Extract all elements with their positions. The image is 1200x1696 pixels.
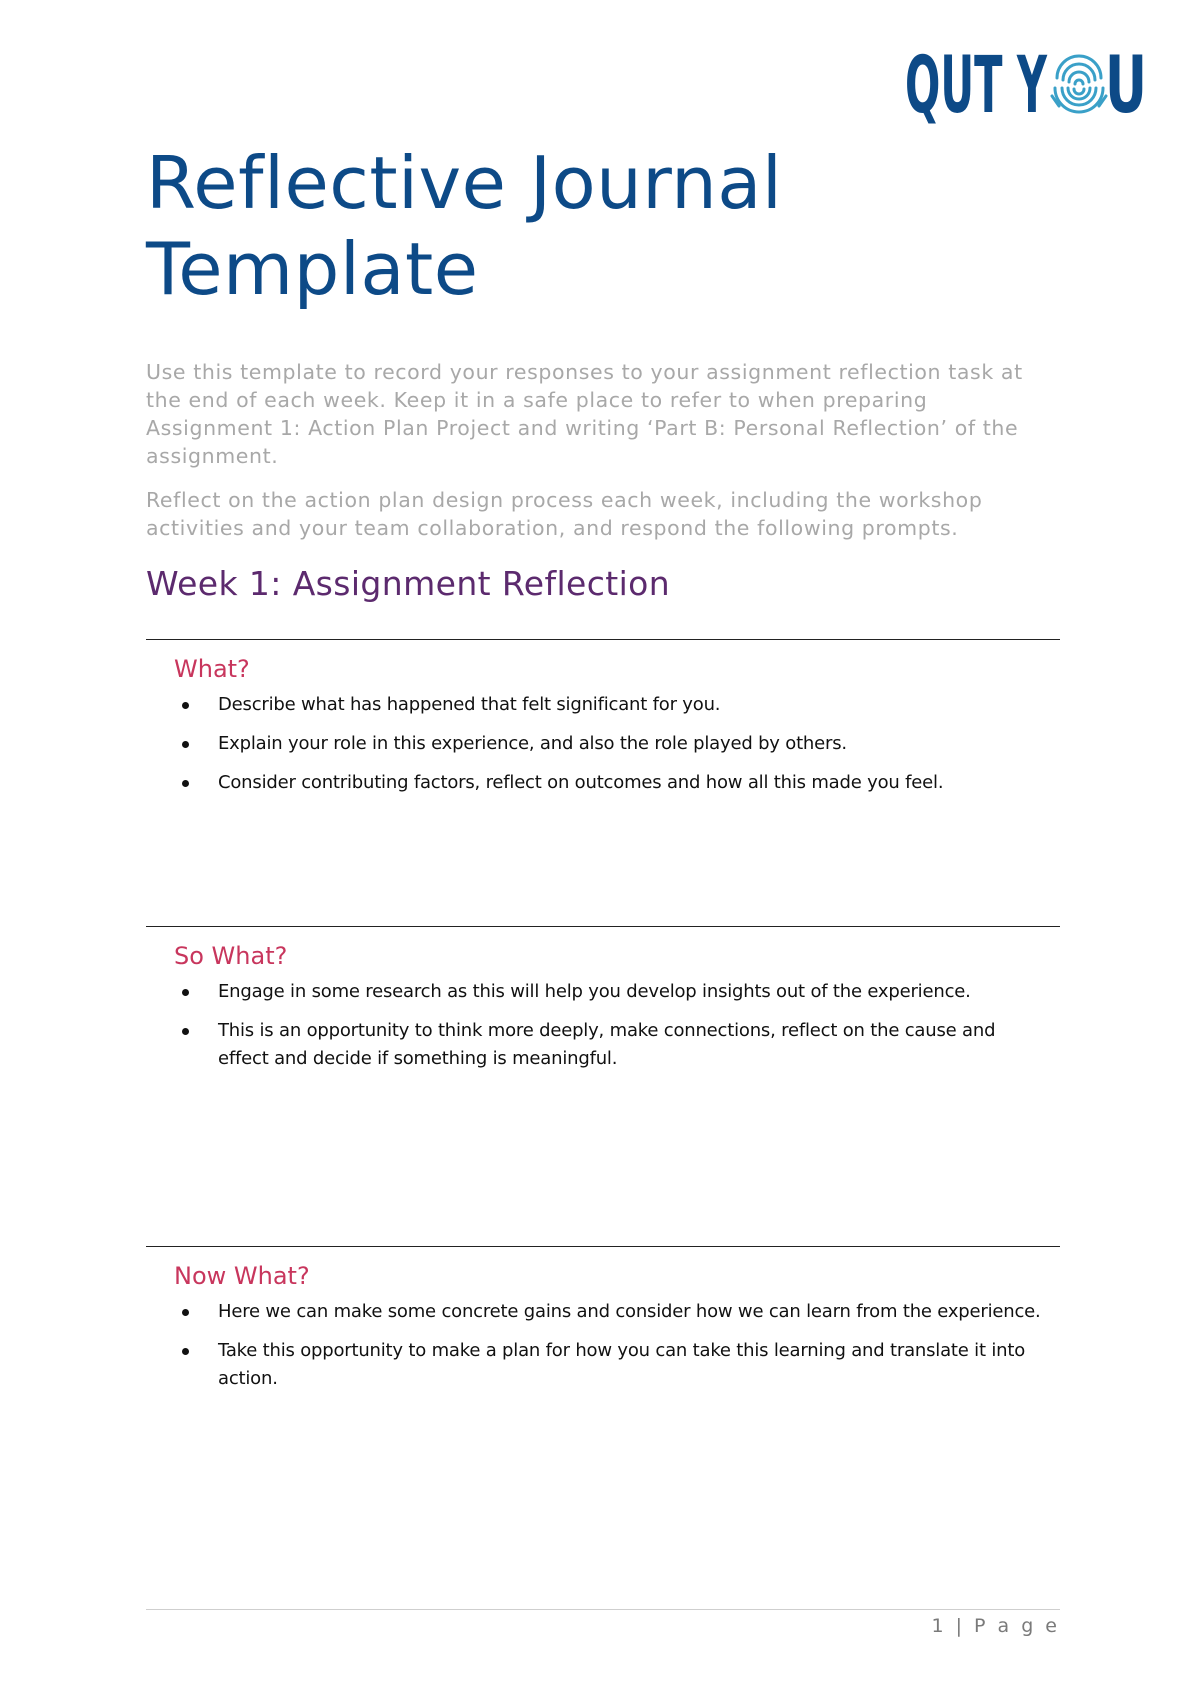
list-item xyxy=(174,978,1074,1006)
section-what xyxy=(174,653,1074,808)
page-number: 1 | P a g e xyxy=(931,1615,1060,1637)
list-item xyxy=(174,1337,1048,1393)
logo-text-right: U xyxy=(1105,46,1147,124)
bullet-icon xyxy=(182,1309,189,1316)
list-item-text: Describe what has happened that felt significant for you. xyxy=(218,694,721,715)
section-heading: Now What? xyxy=(174,1262,310,1290)
list-item-text: Consider contributing factors, reflect on outcomes and how all this made you feel. xyxy=(218,772,944,793)
page-title: Reflective Journal Template xyxy=(146,141,783,311)
prompt-list xyxy=(174,691,1074,797)
intro-text xyxy=(146,358,1061,558)
list-item-text: Explain your role in this experience, and also the role played by others. xyxy=(218,733,847,754)
bullet-icon xyxy=(182,989,189,996)
section-heading: What? xyxy=(174,655,250,683)
list-item-text: Take this opportunity to make a plan for how you can take this learning and translate it into action. xyxy=(218,1340,1026,1389)
section-heading: So What? xyxy=(174,942,288,970)
list-item xyxy=(174,730,1074,758)
fingerprint-icon xyxy=(1052,56,1106,112)
list-item-text: This is an opportunity to think more deeply, make connections, reflect on the cause and effect and decide if something is meaningful. xyxy=(218,1020,996,1069)
list-item xyxy=(174,1017,1048,1073)
bullet-icon xyxy=(182,780,189,787)
prompt-list xyxy=(174,1298,1074,1393)
section-so-what xyxy=(174,940,1074,1084)
list-item xyxy=(174,691,1074,719)
bullet-icon xyxy=(182,1348,189,1355)
intro-paragraph: Reflect on the action plan design process each week, including the workshop activities and your team collaboration, and respond the following prompts. xyxy=(146,488,983,540)
logo-text-left: QUT Y xyxy=(905,46,1048,124)
section-divider xyxy=(146,1246,1060,1247)
prompt-list xyxy=(174,978,1074,1073)
week-heading: Week 1: Assignment Reflection xyxy=(146,564,671,603)
list-item-text: Engage in some research as this will help you develop insights out of the experience. xyxy=(218,981,971,1002)
list-item xyxy=(174,769,1074,797)
bullet-icon xyxy=(182,1028,189,1035)
list-item-text: Here we can make some concrete gains and consider how we can learn from the experience. xyxy=(218,1301,1041,1322)
section-divider xyxy=(146,926,1060,927)
bullet-icon xyxy=(182,741,189,748)
bullet-icon xyxy=(182,702,189,709)
section-divider xyxy=(146,639,1060,640)
list-item xyxy=(174,1298,1074,1326)
section-now-what xyxy=(174,1260,1074,1404)
intro-paragraph: Use this template to record your responses to your assignment reflection task at the end of each week. Keep it in a safe place to refer to when preparing Assignment 1: Action Plan Project and writing ‘Part B: Personal Reflection’ of the assignment. xyxy=(146,360,1023,468)
footer-divider xyxy=(146,1609,1060,1610)
qut-you-logo xyxy=(905,46,1150,124)
